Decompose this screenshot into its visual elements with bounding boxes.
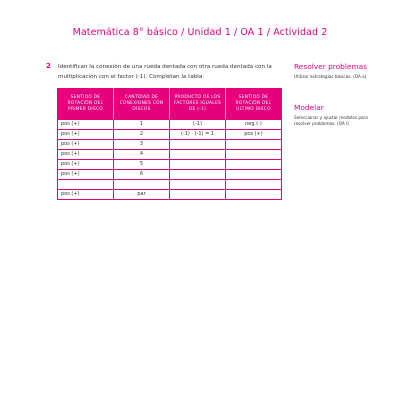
table-cell — [226, 150, 282, 160]
table-cell: 5 — [114, 160, 170, 170]
table-cell — [170, 190, 226, 200]
table-cell: 6 — [114, 170, 170, 180]
table-cell — [170, 140, 226, 150]
header-connection-count: CANTIDAD DE CONEXIONES CON DISCOS — [114, 89, 170, 120]
table-row — [58, 170, 282, 180]
table-row — [58, 140, 282, 150]
table-row — [58, 120, 282, 130]
table-cell — [58, 180, 114, 190]
skill-title: Modelar — [294, 103, 324, 112]
header-factor-product: PRODUCTO DE LOS FACTORES IGUALES DE (-1) — [170, 89, 226, 120]
header-first-disc-rotation: SENTIDO DE ROTACIÓN DEL PRIMER DISCO — [58, 89, 114, 120]
table-cell: 3 — [114, 140, 170, 150]
skill-description: Utilizar estrategias básicas. (OA a) — [294, 74, 367, 79]
table-cell: 1 — [114, 120, 170, 130]
table-cell: (-1) · (-1) = 1 — [170, 130, 226, 140]
table-cell: pos (+) — [226, 130, 282, 140]
table-cell: neg (-) — [226, 120, 282, 130]
table-cell — [170, 170, 226, 180]
table-cell: (-1) — [170, 120, 226, 130]
table-cell: 4 — [114, 150, 170, 160]
table-cell — [226, 170, 282, 180]
rotation-table — [57, 88, 282, 200]
table-row — [58, 150, 282, 160]
skill-title: Resolver problemas — [294, 62, 368, 71]
table-row — [58, 160, 282, 170]
table-cell: pos (+) — [58, 120, 114, 130]
table-cell: pos (+) — [58, 160, 114, 170]
table-cell — [170, 160, 226, 170]
table-cell — [170, 150, 226, 160]
skill-modelar — [294, 104, 374, 127]
table-row — [58, 180, 282, 190]
page-title: Matemática 8° básico / Unidad 1 / OA 1 / Actividad 2 — [72, 27, 328, 38]
table-cell — [114, 180, 170, 190]
table-cell: par — [114, 190, 170, 200]
question-number: 2 — [46, 62, 51, 70]
table-cell — [226, 140, 282, 150]
table-cell — [170, 180, 226, 190]
table-cell: pos (+) — [58, 140, 114, 150]
table-header-row — [58, 89, 282, 120]
header-last-disc-rotation: SENTIDO DE ROTACIÓN DEL ÚLTIMO DISCO — [226, 89, 282, 120]
table-cell: pos (+) — [58, 170, 114, 180]
table-cell — [226, 160, 282, 170]
table-row — [58, 190, 282, 200]
skill-resolver-problemas — [294, 63, 374, 80]
table-cell — [226, 180, 282, 190]
table-cell: pos (+) — [58, 130, 114, 140]
table-cell — [226, 190, 282, 200]
table-cell: 2 — [114, 130, 170, 140]
table-cell: pos (+) — [58, 150, 114, 160]
table-row — [58, 130, 282, 140]
table-cell: pos (+) — [58, 190, 114, 200]
skill-description: Seleccionar y ajustar modelos para resolver problemas. (OA l) — [294, 115, 368, 127]
question-text: Identifican la conexión de una rueda dentada con otra rueda dentada con la multiplicación con el factor (-1). Completan la tabla. — [58, 64, 272, 80]
